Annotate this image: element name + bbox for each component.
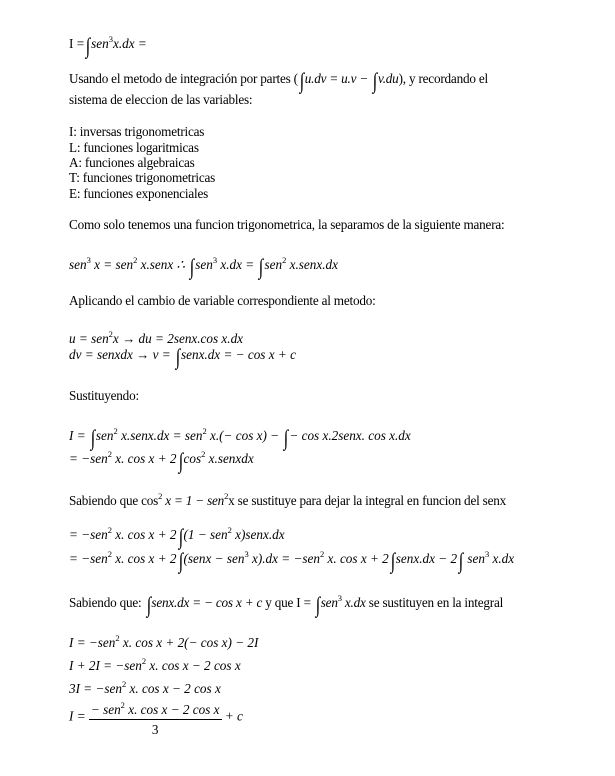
intro-line-2: sistema de eleccion de las variables: bbox=[69, 92, 253, 107]
expr: senx.dx − 2 bbox=[395, 551, 458, 566]
expr: x.(− cos x) − bbox=[206, 428, 283, 443]
expr: x. cos x + 2 bbox=[324, 551, 389, 566]
expr: 3I = −sen bbox=[69, 681, 122, 696]
text: y que I = bbox=[262, 595, 314, 610]
expr: x.senx.dx = sen bbox=[117, 428, 203, 443]
integral-sign-icon: ∫ bbox=[178, 524, 183, 549]
integral-sign-icon: ∫ bbox=[178, 448, 183, 473]
var-i: I bbox=[69, 36, 74, 51]
exponent: 2 bbox=[141, 656, 147, 666]
integral-sign-icon: ∫ bbox=[372, 68, 378, 93]
expr: I = bbox=[69, 428, 89, 443]
liate-item: T: funciones trigonometricas bbox=[69, 170, 216, 185]
expr: x = 1 − sen bbox=[162, 493, 225, 508]
expr: senx.dx = − cos x + c bbox=[151, 595, 263, 610]
expr: x.dx bbox=[341, 595, 366, 610]
integral-sign-icon: ∫ bbox=[85, 33, 91, 58]
expr: sen bbox=[69, 257, 87, 272]
integral-sign-icon: ∫ bbox=[90, 425, 96, 450]
integral-statement: I =∫sen$^3$x.dx = bbox=[69, 33, 147, 58]
integral-sign-icon: ∫ bbox=[178, 548, 183, 573]
exponent: 2 bbox=[115, 633, 120, 643]
step5-text bbox=[69, 590, 504, 617]
expr: (1 − sen bbox=[183, 527, 228, 542]
numerator bbox=[89, 697, 222, 720]
expr: sen bbox=[95, 428, 114, 443]
final-line-3 bbox=[69, 676, 221, 697]
exponent: 2 bbox=[107, 449, 112, 459]
step4-text bbox=[69, 488, 506, 509]
expr: I + 2I = −sen bbox=[69, 658, 142, 673]
step1-text: Como solo tenemos una funcion trigonometrica, la separamos de la siguiente manera: bbox=[69, 217, 505, 232]
identity-line-2 bbox=[69, 546, 515, 573]
expr: senx.dx = − cos x + c bbox=[180, 347, 296, 362]
exponent: 2 bbox=[107, 549, 112, 559]
expr: sen bbox=[464, 551, 485, 566]
exponent: 2 bbox=[224, 491, 229, 501]
expr: x)senx.dx bbox=[231, 527, 285, 542]
expr: − cos x.2senx. cos x.dx bbox=[289, 428, 411, 443]
expr: u = sen bbox=[69, 331, 109, 346]
integral-sign-icon: ∫ bbox=[284, 425, 289, 450]
denominator: 3 bbox=[151, 722, 159, 737]
integral-sign-icon: ∫ bbox=[175, 344, 181, 369]
exponent: 3 bbox=[108, 34, 114, 44]
exponent: 2 bbox=[107, 525, 112, 535]
exponent: 2 bbox=[113, 426, 118, 436]
parts-formula-a: u.dv = u.v − bbox=[304, 71, 369, 86]
exponent: 2 bbox=[121, 679, 127, 689]
text: Sabiendo que cos bbox=[69, 493, 159, 508]
expr: x. cos x + 2 bbox=[111, 527, 177, 542]
expr: (senx − sen bbox=[183, 551, 245, 566]
step2-text: Aplicando el cambio de variable correspondiente al metodo: bbox=[69, 293, 376, 308]
text: se sustituyen en la integral bbox=[365, 595, 504, 610]
integral-sign-icon: ∫ bbox=[146, 592, 151, 617]
integral-sign-icon: ∫ bbox=[299, 68, 304, 93]
expr: = −sen bbox=[69, 451, 108, 466]
text: Sabiendo que: bbox=[69, 595, 145, 610]
expr: sen bbox=[320, 595, 338, 610]
intro-text-after: ), y recordando el bbox=[398, 71, 488, 86]
expr: dv = senxdx → v = bbox=[69, 347, 174, 362]
integrand: sen bbox=[91, 36, 109, 51]
integrand-rest: x.dx = bbox=[113, 36, 147, 51]
fraction bbox=[89, 697, 222, 738]
expr: − sen bbox=[90, 702, 121, 717]
expr: x. cos x − 2 cos x bbox=[126, 681, 221, 696]
expr: x → du = 2senx.cos x.dx bbox=[112, 331, 244, 346]
integral-sign-icon: ∫ bbox=[259, 254, 264, 279]
intro-line-1 bbox=[69, 68, 488, 93]
integral-sign-icon: ∫ bbox=[189, 254, 195, 279]
expr: sen bbox=[195, 257, 213, 272]
text: x se sustituye para dejar la integral en funcion del senx bbox=[228, 493, 507, 508]
expr: = −sen bbox=[69, 527, 108, 542]
expr: x.dx = bbox=[217, 257, 258, 272]
u-substitution bbox=[69, 326, 243, 347]
expr: cos bbox=[183, 451, 202, 466]
dv-substitution bbox=[69, 344, 296, 369]
exponent: 3 bbox=[244, 549, 249, 559]
exponent: 3 bbox=[484, 549, 490, 559]
final-result bbox=[69, 697, 243, 738]
parts-formula-b: v.du bbox=[378, 71, 399, 86]
exponent: 3 bbox=[212, 255, 218, 265]
exponent: 2 bbox=[201, 449, 206, 459]
expr: = −sen bbox=[69, 551, 108, 566]
step3-text: Sustituyendo: bbox=[69, 388, 139, 403]
integral-sign-icon: ∫ bbox=[458, 548, 464, 573]
liate-item: I: inversas trigonometricas bbox=[69, 124, 205, 139]
identity-line-1 bbox=[69, 522, 285, 549]
exponent: 2 bbox=[227, 525, 232, 535]
final-line-2 bbox=[69, 653, 241, 674]
integral-sign-icon: ∫ bbox=[390, 548, 396, 573]
exponent: 3 bbox=[86, 255, 91, 265]
exponent: 2 bbox=[108, 329, 113, 339]
expr: sen bbox=[264, 257, 283, 272]
exponent: 3 bbox=[337, 593, 342, 603]
expr: x.dx bbox=[489, 551, 515, 566]
expr: x.senxdx bbox=[205, 451, 254, 466]
step1-equation bbox=[69, 252, 338, 279]
expr: x. cos x + 2 bbox=[111, 451, 177, 466]
expr: x. cos x − 2 cos x bbox=[146, 658, 241, 673]
liate-item: A: funciones algebraicas bbox=[69, 155, 195, 170]
exponent: 2 bbox=[202, 426, 207, 436]
integral-sign-icon: ∫ bbox=[315, 592, 321, 617]
final-line-1 bbox=[69, 630, 258, 651]
liate-item: L: funciones logaritmicas bbox=[69, 140, 199, 155]
expr: x. cos x + 2(− cos x) − 2I bbox=[119, 635, 259, 650]
expr: x.senx ∴ bbox=[137, 257, 189, 272]
exponent: 2 bbox=[133, 255, 138, 265]
liate-item: E: funciones exponenciales bbox=[69, 186, 209, 201]
exponent: 2 bbox=[319, 549, 325, 559]
exponent: 2 bbox=[120, 700, 125, 710]
substitution-line-1 bbox=[69, 423, 411, 450]
expr: x. cos x + 2 bbox=[111, 551, 177, 566]
expr: x.senx.dx bbox=[286, 257, 338, 272]
expr: x).dx = −sen bbox=[248, 551, 320, 566]
expr: + c bbox=[221, 708, 243, 724]
exponent: 2 bbox=[282, 255, 287, 265]
substitution-line-2 bbox=[69, 446, 254, 473]
exponent: 2 bbox=[158, 491, 163, 501]
expr: I = bbox=[69, 708, 89, 724]
expr: I = −sen bbox=[69, 635, 116, 650]
intro-text: Usando el metodo de integración por partes ( bbox=[69, 71, 298, 86]
expr: x. cos x − 2 cos x bbox=[124, 702, 220, 717]
expr: x = sen bbox=[90, 257, 134, 272]
